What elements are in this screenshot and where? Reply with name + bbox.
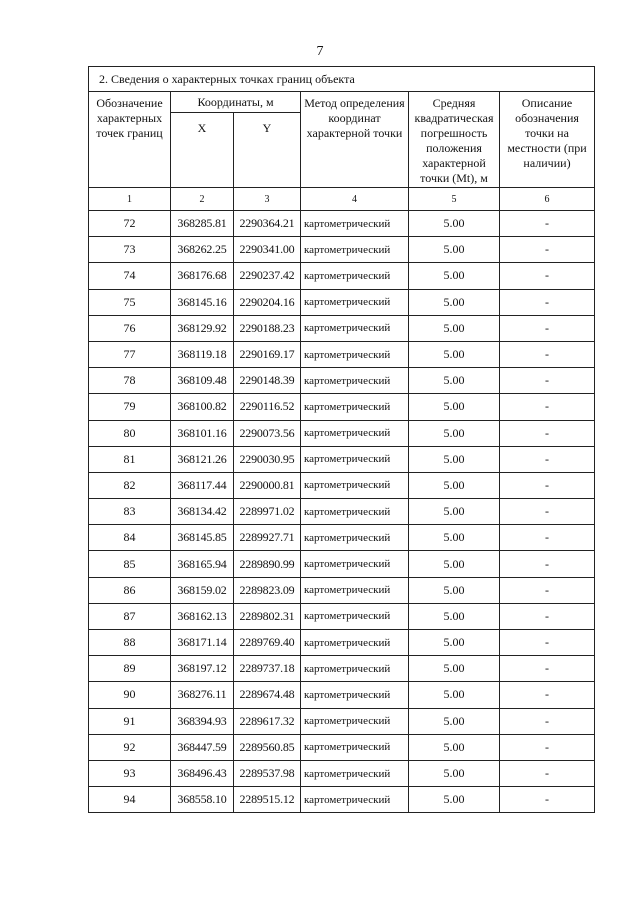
table-row <box>89 787 595 813</box>
method-cell: картометрический <box>301 787 409 813</box>
y-coordinate-cell: 2289737.18 <box>234 656 301 682</box>
y-coordinate-cell: 2290000.81 <box>234 472 301 498</box>
boundary-points-table <box>88 66 595 813</box>
table-row <box>89 525 595 551</box>
table-row <box>89 289 595 315</box>
point-number-cell: 81 <box>89 446 171 472</box>
description-cell: - <box>500 394 595 420</box>
mean-error-cell: 5.00 <box>409 289 500 315</box>
table-row <box>89 603 595 629</box>
header-coordinates: Координаты, м <box>171 92 301 113</box>
y-coordinate-cell: 2289971.02 <box>234 499 301 525</box>
method-cell: картометрический <box>301 289 409 315</box>
point-number-cell: 87 <box>89 603 171 629</box>
table-row <box>89 315 595 341</box>
x-coordinate-cell: 368285.81 <box>171 211 234 237</box>
description-cell: - <box>500 368 595 394</box>
point-number-cell: 86 <box>89 577 171 603</box>
description-cell: - <box>500 420 595 446</box>
method-cell: картометрический <box>301 315 409 341</box>
mean-error-cell: 5.00 <box>409 708 500 734</box>
y-coordinate-cell: 2289515.12 <box>234 787 301 813</box>
table-row <box>89 368 595 394</box>
y-coordinate-cell: 2290204.16 <box>234 289 301 315</box>
mean-error-cell: 5.00 <box>409 263 500 289</box>
method-cell: картометрический <box>301 211 409 237</box>
mean-error-cell: 5.00 <box>409 394 500 420</box>
point-number-cell: 82 <box>89 472 171 498</box>
method-cell: картометрический <box>301 525 409 551</box>
y-coordinate-cell: 2290148.39 <box>234 368 301 394</box>
table-row <box>89 237 595 263</box>
column-number-row <box>89 188 595 211</box>
mean-error-cell: 5.00 <box>409 420 500 446</box>
x-coordinate-cell: 368117.44 <box>171 472 234 498</box>
y-coordinate-cell: 2290237.42 <box>234 263 301 289</box>
table-row <box>89 472 595 498</box>
description-cell: - <box>500 551 595 577</box>
method-cell: картометрический <box>301 682 409 708</box>
point-number-cell: 88 <box>89 630 171 656</box>
mean-error-cell: 5.00 <box>409 315 500 341</box>
table-row <box>89 708 595 734</box>
point-number-cell: 76 <box>89 315 171 341</box>
column-number: 5 <box>409 188 500 211</box>
method-cell: картометрический <box>301 499 409 525</box>
method-cell: картометрический <box>301 577 409 603</box>
point-number-cell: 93 <box>89 760 171 786</box>
header-description: Описание обозначения точки на местности (при наличии) <box>500 92 595 188</box>
x-coordinate-cell: 368171.14 <box>171 630 234 656</box>
table-row <box>89 394 595 420</box>
description-cell: - <box>500 211 595 237</box>
y-coordinate-cell: 2290169.17 <box>234 341 301 367</box>
table-row <box>89 420 595 446</box>
method-cell: картометрический <box>301 603 409 629</box>
description-cell: - <box>500 263 595 289</box>
x-coordinate-cell: 368159.02 <box>171 577 234 603</box>
mean-error-cell: 5.00 <box>409 734 500 760</box>
description-cell: - <box>500 315 595 341</box>
x-coordinate-cell: 368558.10 <box>171 787 234 813</box>
description-cell: - <box>500 630 595 656</box>
y-coordinate-cell: 2289537.98 <box>234 760 301 786</box>
mean-error-cell: 5.00 <box>409 603 500 629</box>
description-cell: - <box>500 734 595 760</box>
point-number-cell: 91 <box>89 708 171 734</box>
y-coordinate-cell: 2289617.32 <box>234 708 301 734</box>
description-cell: - <box>500 787 595 813</box>
description-cell: - <box>500 656 595 682</box>
point-number-cell: 85 <box>89 551 171 577</box>
mean-error-cell: 5.00 <box>409 237 500 263</box>
table-row <box>89 760 595 786</box>
method-cell: картометрический <box>301 368 409 394</box>
mean-error-cell: 5.00 <box>409 499 500 525</box>
description-cell: - <box>500 341 595 367</box>
method-cell: картометрический <box>301 420 409 446</box>
method-cell: картометрический <box>301 341 409 367</box>
mean-error-cell: 5.00 <box>409 551 500 577</box>
x-coordinate-cell: 368276.11 <box>171 682 234 708</box>
x-coordinate-cell: 368109.48 <box>171 368 234 394</box>
table-row <box>89 734 595 760</box>
point-number-cell: 94 <box>89 787 171 813</box>
y-coordinate-cell: 2290364.21 <box>234 211 301 237</box>
table-row <box>89 446 595 472</box>
method-cell: картометрический <box>301 551 409 577</box>
method-cell: картометрический <box>301 237 409 263</box>
y-coordinate-cell: 2290030.95 <box>234 446 301 472</box>
y-coordinate-cell: 2289927.71 <box>234 525 301 551</box>
mean-error-cell: 5.00 <box>409 787 500 813</box>
mean-error-cell: 5.00 <box>409 368 500 394</box>
point-number-cell: 73 <box>89 237 171 263</box>
header-mean-error: Средняя квадратическая погрешность положения характерной точки (Mt), м <box>409 92 500 188</box>
mean-error-cell: 5.00 <box>409 630 500 656</box>
table-row <box>89 263 595 289</box>
table-row <box>89 630 595 656</box>
y-coordinate-cell: 2289802.31 <box>234 603 301 629</box>
x-coordinate-cell: 368119.18 <box>171 341 234 367</box>
column-number: 1 <box>89 188 171 211</box>
column-number: 6 <box>500 188 595 211</box>
description-cell: - <box>500 446 595 472</box>
table-row <box>89 551 595 577</box>
x-coordinate-cell: 368496.43 <box>171 760 234 786</box>
table-row <box>89 682 595 708</box>
point-number-cell: 90 <box>89 682 171 708</box>
x-coordinate-cell: 368262.25 <box>171 237 234 263</box>
x-coordinate-cell: 368145.85 <box>171 525 234 551</box>
point-number-cell: 75 <box>89 289 171 315</box>
mean-error-cell: 5.00 <box>409 472 500 498</box>
method-cell: картометрический <box>301 760 409 786</box>
column-number: 4 <box>301 188 409 211</box>
description-cell: - <box>500 237 595 263</box>
mean-error-cell: 5.00 <box>409 760 500 786</box>
description-cell: - <box>500 289 595 315</box>
column-number: 3 <box>234 188 301 211</box>
x-coordinate-cell: 368176.68 <box>171 263 234 289</box>
header-method: Метод определения координат характерной точки <box>301 92 409 188</box>
method-cell: картометрический <box>301 656 409 682</box>
method-cell: картометрический <box>301 446 409 472</box>
mean-error-cell: 5.00 <box>409 211 500 237</box>
table-row <box>89 499 595 525</box>
mean-error-cell: 5.00 <box>409 656 500 682</box>
y-coordinate-cell: 2289890.99 <box>234 551 301 577</box>
description-cell: - <box>500 525 595 551</box>
method-cell: картометрический <box>301 708 409 734</box>
method-cell: картометрический <box>301 734 409 760</box>
description-cell: - <box>500 472 595 498</box>
mean-error-cell: 5.00 <box>409 446 500 472</box>
y-coordinate-cell: 2290073.56 <box>234 420 301 446</box>
x-coordinate-cell: 368134.42 <box>171 499 234 525</box>
point-number-cell: 77 <box>89 341 171 367</box>
y-coordinate-cell: 2289560.85 <box>234 734 301 760</box>
description-cell: - <box>500 577 595 603</box>
x-coordinate-cell: 368197.12 <box>171 656 234 682</box>
x-coordinate-cell: 368101.16 <box>171 420 234 446</box>
y-coordinate-cell: 2290341.00 <box>234 237 301 263</box>
point-number-cell: 80 <box>89 420 171 446</box>
y-coordinate-cell: 2290116.52 <box>234 394 301 420</box>
x-coordinate-cell: 368129.92 <box>171 315 234 341</box>
table-row <box>89 577 595 603</box>
point-number-cell: 78 <box>89 368 171 394</box>
y-coordinate-cell: 2289769.40 <box>234 630 301 656</box>
header-point-designation: Обозначение характерных точек границ <box>89 92 171 188</box>
x-coordinate-cell: 368165.94 <box>171 551 234 577</box>
description-cell: - <box>500 603 595 629</box>
y-coordinate-cell: 2289823.09 <box>234 577 301 603</box>
point-number-cell: 72 <box>89 211 171 237</box>
description-cell: - <box>500 682 595 708</box>
y-coordinate-cell: 2290188.23 <box>234 315 301 341</box>
point-number-cell: 84 <box>89 525 171 551</box>
header-x: X <box>171 113 234 188</box>
mean-error-cell: 5.00 <box>409 682 500 708</box>
point-number-cell: 74 <box>89 263 171 289</box>
x-coordinate-cell: 368100.82 <box>171 394 234 420</box>
point-number-cell: 79 <box>89 394 171 420</box>
table-row <box>89 211 595 237</box>
mean-error-cell: 5.00 <box>409 525 500 551</box>
description-cell: - <box>500 760 595 786</box>
point-number-cell: 89 <box>89 656 171 682</box>
y-coordinate-cell: 2289674.48 <box>234 682 301 708</box>
method-cell: картометрический <box>301 472 409 498</box>
method-cell: картометрический <box>301 630 409 656</box>
table-row <box>89 341 595 367</box>
point-number-cell: 83 <box>89 499 171 525</box>
mean-error-cell: 5.00 <box>409 341 500 367</box>
mean-error-cell: 5.00 <box>409 577 500 603</box>
x-coordinate-cell: 368162.13 <box>171 603 234 629</box>
method-cell: картометрический <box>301 394 409 420</box>
description-cell: - <box>500 708 595 734</box>
x-coordinate-cell: 368121.26 <box>171 446 234 472</box>
section-title: 2. Сведения о характерных точках границ объекта <box>89 67 595 92</box>
header-y: Y <box>234 113 301 188</box>
point-number-cell: 92 <box>89 734 171 760</box>
x-coordinate-cell: 368394.93 <box>171 708 234 734</box>
page-number: 7 <box>316 44 324 59</box>
x-coordinate-cell: 368145.16 <box>171 289 234 315</box>
description-cell: - <box>500 499 595 525</box>
table-row <box>89 656 595 682</box>
column-number: 2 <box>171 188 234 211</box>
method-cell: картометрический <box>301 263 409 289</box>
x-coordinate-cell: 368447.59 <box>171 734 234 760</box>
